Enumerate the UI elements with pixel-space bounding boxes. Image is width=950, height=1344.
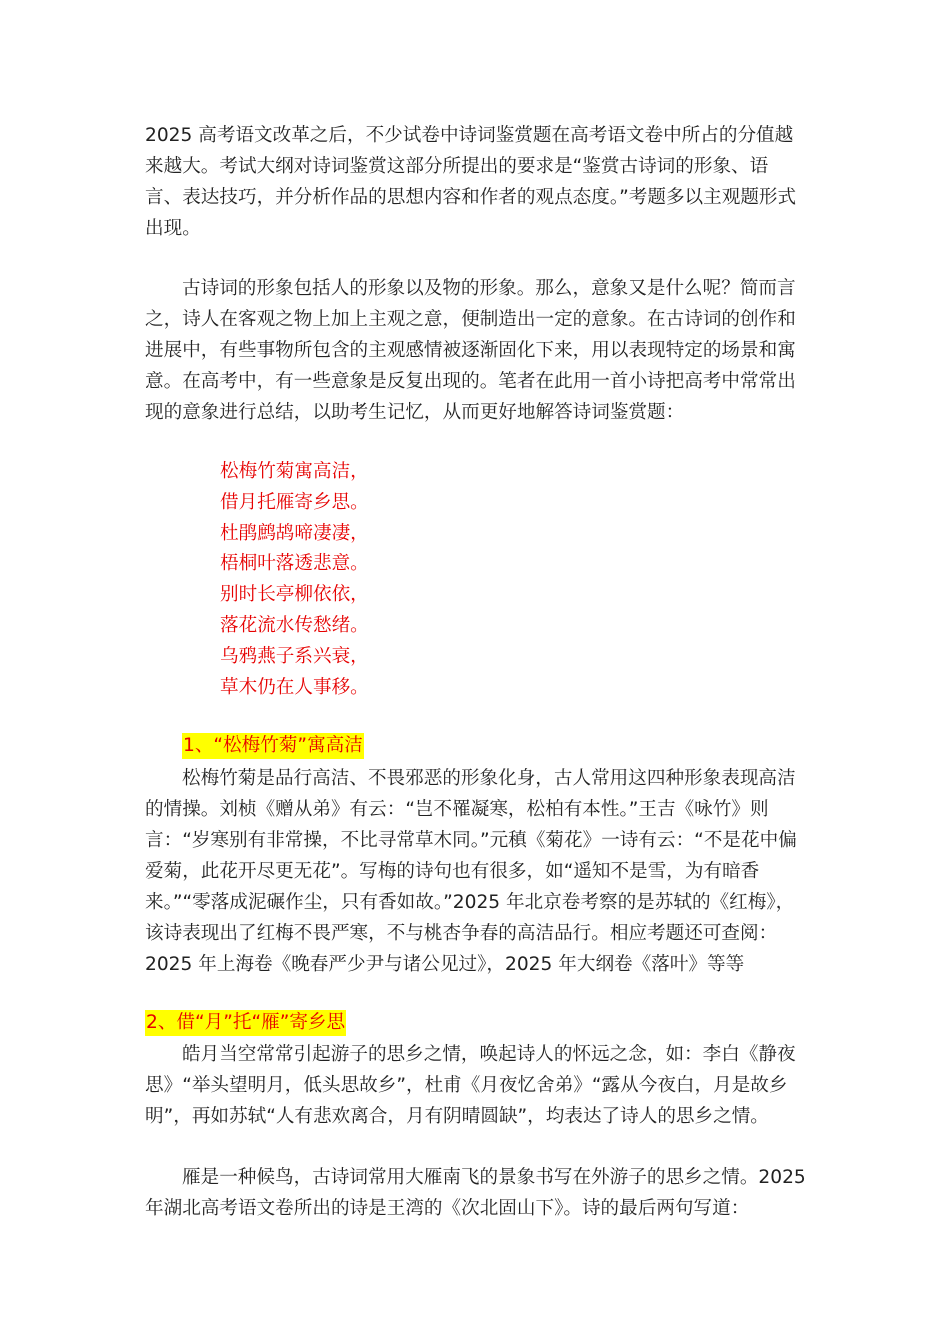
section-2-heading: 2、借“月”托“雁”寄乡思 (145, 1010, 346, 1036)
section-2-body-moon: 皓月当空常常引起游子的思乡之情，唤起诗人的怀远之念，如：李白《静夜思》“举头望明月，低头思故乡”，杜甫《月夜忆舍弟》“露从今夜白，月是故乡明”，再如苏轼“人有悲欢离合，月有阴晴圆缺”，均表达了诗人的思乡之情。 (145, 1044, 796, 1127)
poem-line: 乌鸦燕子系兴衰， (220, 645, 369, 667)
poem-line: 草木仍在人事移。 (220, 676, 369, 698)
imagery-paragraph: 古诗词的形象包括人的形象以及物的形象。那么，意象又是什么呢？简而言之，诗人在客观之物上加上主观之意，便制造出一定的意象。在古诗词的创作和进展中，有些事物所包含的主观感情被逐渐固化下来，用以表现特定的场景和寓意。在高考中，有一些意象是反复出现的。笔者在此用一首小诗把高考中常常出现的意象进行总结，以助考生记忆，从而更好地解答诗词鉴赏题： (145, 278, 796, 423)
section-1-heading-wrap (182, 733, 364, 759)
section-2-body-goose: 雁是一种候鸟，古诗词常用大雁南飞的景象书写在外游子的思乡之情。2025 年湖北高考语文卷所出的诗是王湾的《次北固山下》。诗的最后两句写道： (145, 1167, 806, 1219)
summary-poem (220, 457, 369, 703)
poem-line: 杜鹃鹧鸪啼凄凄， (220, 522, 369, 544)
section-1-body: 松梅竹菊是品行高洁、不畏邪恶的形象化身，古人常用这四种形象表现高洁的情操。刘桢《赠从弟》有云：“岂不罹凝寒，松柏有本性。”王吉《咏竹》则言：“岁寒别有非常操，不比寻常草木同。”元稹《菊花》一诗有云：“不是花中偏爱菊，此花开尽更无花”。写梅的诗句也有很多，如“遥知不是雪，为有暗香来。”“零落成泥碾作尘，只有香如故。”2025 年北京卷考察的是苏轼的《红梅》，该诗表现出了红梅不畏严寒，不与桃杏争春的高洁品行。相应考题还可查阅：2025 年上海卷《晚春严少尹与诸公见过》，2025 年大纲卷《落叶》等等 (145, 768, 797, 975)
poem-line: 梧桐叶落透悲意。 (220, 553, 369, 575)
poem-line: 借月托雁寄乡思。 (220, 491, 369, 513)
poem-line: 落花流水传愁绪。 (220, 614, 369, 636)
poem-line: 别时长亭柳依依， (220, 584, 369, 606)
section-2-heading-wrap (145, 1010, 346, 1036)
poem-line: 松梅竹菊寓高洁， (220, 461, 369, 482)
intro-paragraph: 2025 高考语文改革之后，不少试卷中诗词鉴赏题在高考语文卷中所占的分值越来越大。考试大纲对诗词鉴赏这部分所提出的要求是“鉴赏古诗词的形象、语言、表达技巧，并分析作品的思想内容和作者的观点态度。”考题多以主观题形式出现。 (145, 125, 797, 239)
section-1-heading: 1、“松梅竹菊”寓高洁 (182, 733, 364, 759)
